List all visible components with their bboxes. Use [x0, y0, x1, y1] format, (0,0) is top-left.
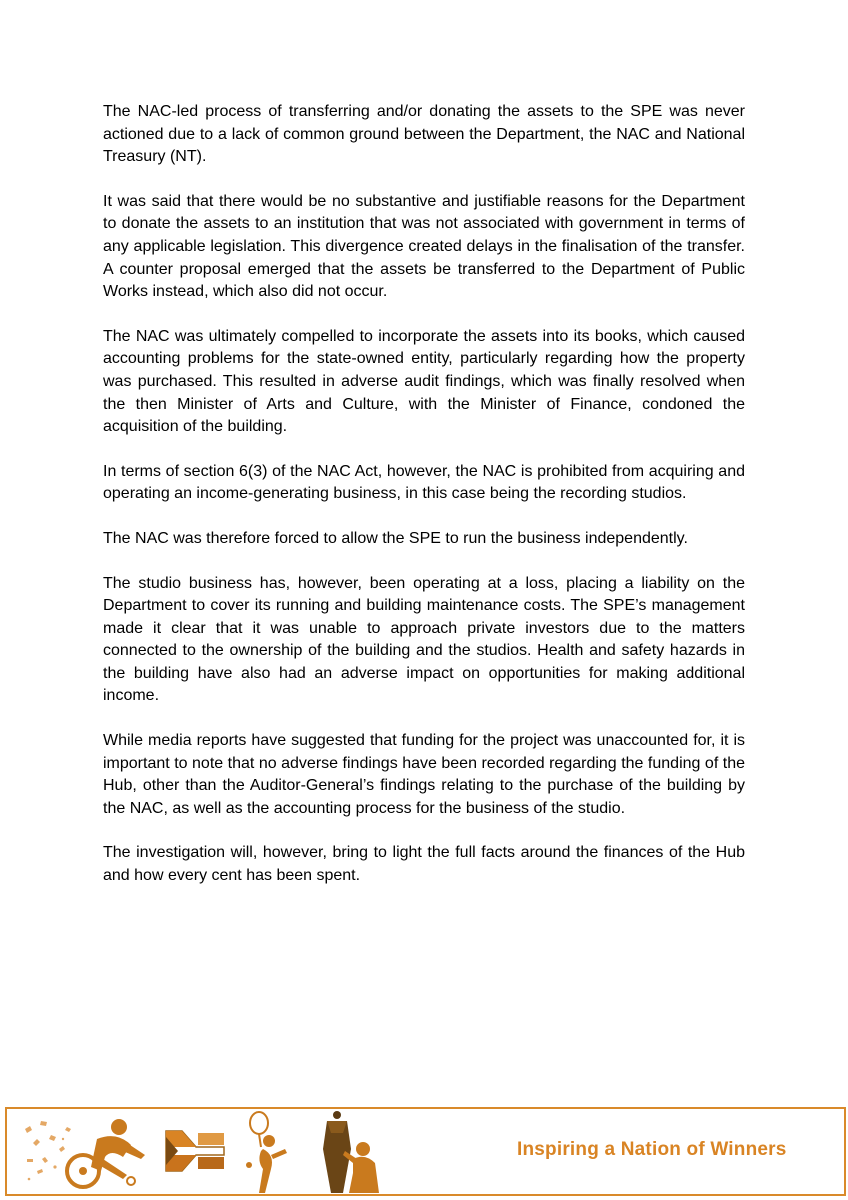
document-body	[103, 101, 745, 888]
paragraph-4: In terms of section 6(3) of the NAC Act, however, the NAC is prohibited from acquiring and operating an income-generating business, in this case being the recording studios.	[103, 462, 745, 503]
paragraph-8: The investigation will, however, bring to light the full facts around the finances of the Hub and how every cent has been spent.	[103, 844, 745, 885]
footer-banner	[5, 1107, 846, 1196]
footer-tagline: Inspiring a Nation of Winners	[517, 1139, 787, 1160]
paragraph-7: While media reports have suggested that funding for the project was unaccounted for, it is important to note that no adverse findings have been recorded regarding the funding of the Hub, other than the Auditor-General’s findings relating to the purchase of the building by the NAC, as well as the accounting process for the business of the studio.	[103, 732, 745, 817]
flag-icon	[162, 1109, 232, 1194]
wheelchair-athlete-icon	[57, 1109, 157, 1194]
paragraph-5: The NAC was therefore forced to allow the SPE to run the business independently.	[103, 529, 688, 547]
paragraph-2: It was said that there would be no substantive and justifiable reasons for the Department to donate the assets to an institution that was not associated with government in terms of any applicable legislation. This divergence created delays in the finalisation of the transfer. A counter proposal emerged that the assets be transferred to the Department of Public Works instead, which also did not occur.	[103, 192, 745, 301]
paragraph-1: The NAC-led process of transferring and/or donating the assets to the SPE was never actioned due to a lack of common ground between the Department, the NAC and National Treasury (NT).	[103, 103, 745, 166]
tennis-player-icon	[235, 1109, 295, 1194]
paragraph-3: The NAC was ultimately compelled to incorporate the assets into its books, which caused accounting problems for the state-owned entity, particularly regarding how the property was purchased. This resulted in adverse audit findings, which was finally resolved when the then Minister of Arts and Culture, with the Minister of Finance, condoned the acquisition of the building.	[103, 327, 745, 436]
tailor-mannequin-icon	[297, 1109, 392, 1194]
paragraph-6: The studio business has, however, been operating at a loss, placing a liability on the Department to cover its running and building maintenance costs. The SPE’s management made it clear that it was unable to approach private investors due to the matters connected to the ownership of the building and the studios. Health and safety hazards in the building have also had an adverse impact on opportunities for making additional income.	[103, 574, 745, 705]
